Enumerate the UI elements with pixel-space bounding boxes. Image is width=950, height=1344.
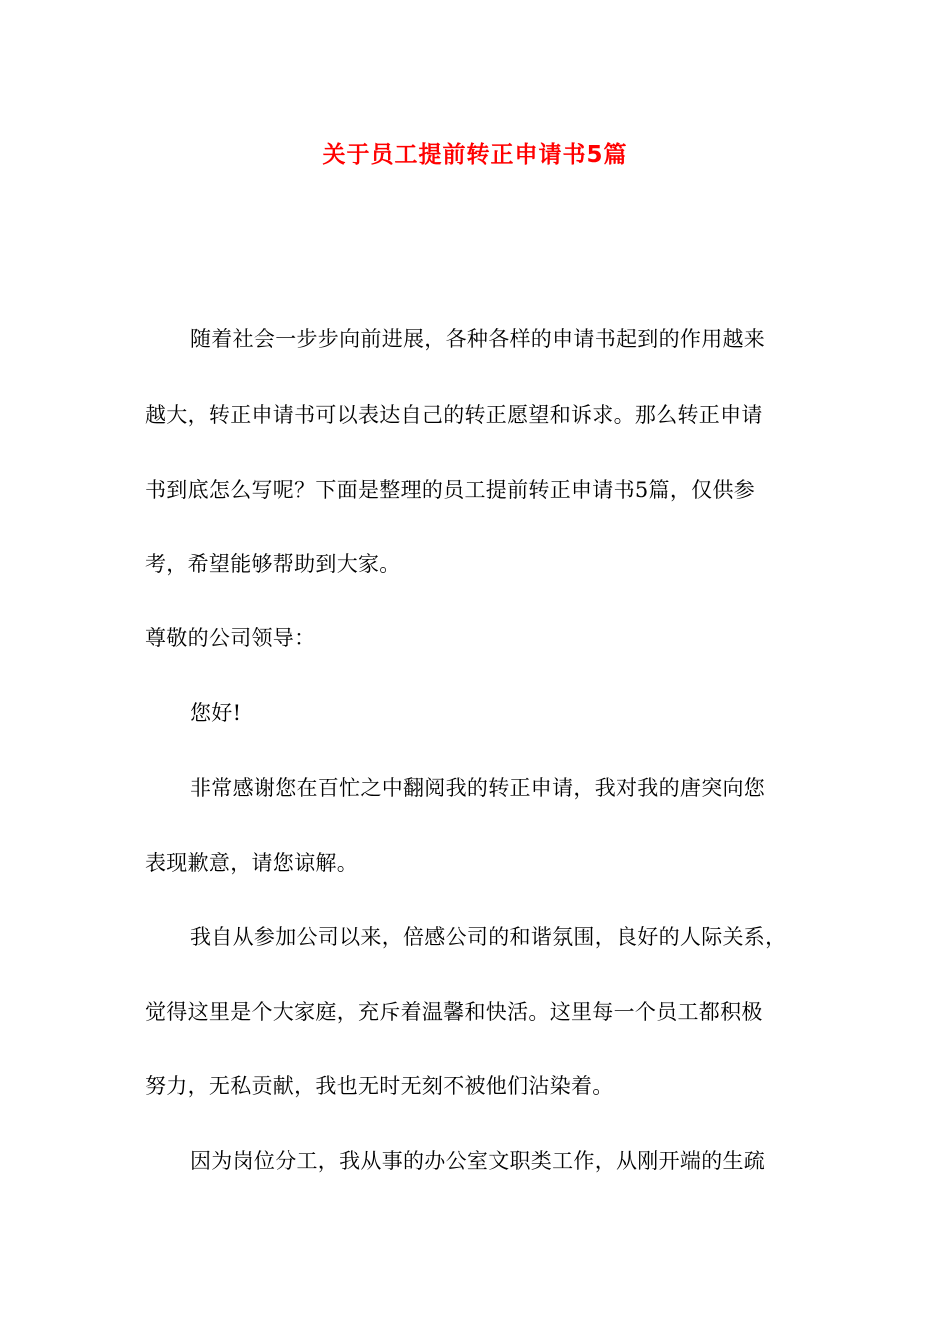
text-line: 因为岗位分工，我从事的办公室文职类工作，从刚开端的生疏 <box>190 1149 766 1173</box>
text-line: 随着社会一步步向前进展，各种各样的申请书起到的作用越来 <box>190 327 766 351</box>
text-line: 考，希望能够帮助到大家。 <box>145 552 401 576</box>
text-line: 努力，无私贡献，我也无时无刻不被他们沾染着。 <box>145 1074 614 1098</box>
text-line: 书到底怎么写呢？下面是整理的员工提前转正申请书5篇，仅供参 <box>145 478 756 502</box>
text-line: 觉得这里是个大家庭，充斥着温馨和快活。这里每一个员工都积极 <box>145 1000 763 1024</box>
greeting: 您好! <box>190 701 242 725</box>
salutation: 尊敬的公司领导： <box>145 626 316 650</box>
document-title: 关于员工提前转正申请书5篇 <box>322 142 628 168</box>
text-line: 非常感谢您在百忙之中翻阅我的转正申请，我对我的唐突向您 <box>190 776 766 800</box>
text-line: 表现歉意，请您谅解。 <box>145 851 358 875</box>
text-line: 越大，转正申请书可以表达自己的转正愿望和诉求。那么转正申请 <box>145 403 763 427</box>
text-line: 我自从参加公司以来，倍感公司的和谐氛围，良好的人际关系， <box>190 925 787 949</box>
